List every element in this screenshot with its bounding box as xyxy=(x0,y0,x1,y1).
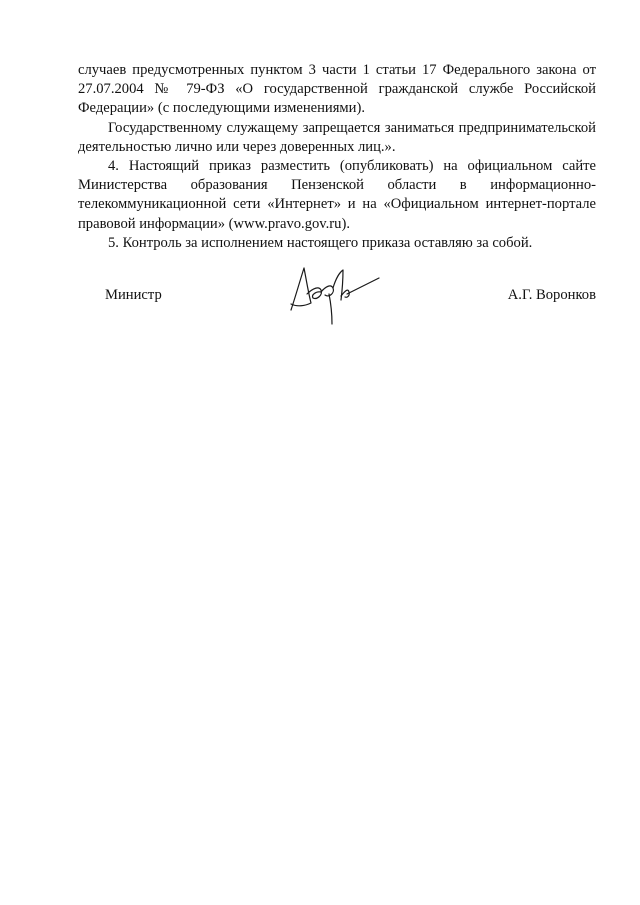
document-body xyxy=(78,61,596,253)
paragraph-prohibition: Государственному служащему запрещается заниматься предпринимательской деятельностью лично или через доверенных лиц.». xyxy=(78,119,596,155)
signatory-position: Министр xyxy=(105,287,162,303)
paragraph-continuation: случаев предусмотренных пунктом 3 части 1 статьи 17 Федерального закона от 27.07.2004 № 79-ФЗ «О государственной гражданской службе Российской Федерации» (с последующими изменениями). xyxy=(78,62,596,117)
signatory-name: А.Г. Воронков xyxy=(507,287,596,303)
handwritten-signature-icon xyxy=(283,258,383,328)
signature-block xyxy=(78,258,596,328)
paragraph-item-4: 4. Настоящий приказ разместить (опубликовать) на официальном сайте Министерства образования Пензенской области в информационно-телекоммуникационной сети «Интернет» и на «Официальном интернет-портале правовой информации» (www.pravo.gov.ru). xyxy=(78,158,596,232)
paragraph-item-5: 5. Контроль за исполнением настоящего приказа оставляю за собой. xyxy=(108,234,533,251)
